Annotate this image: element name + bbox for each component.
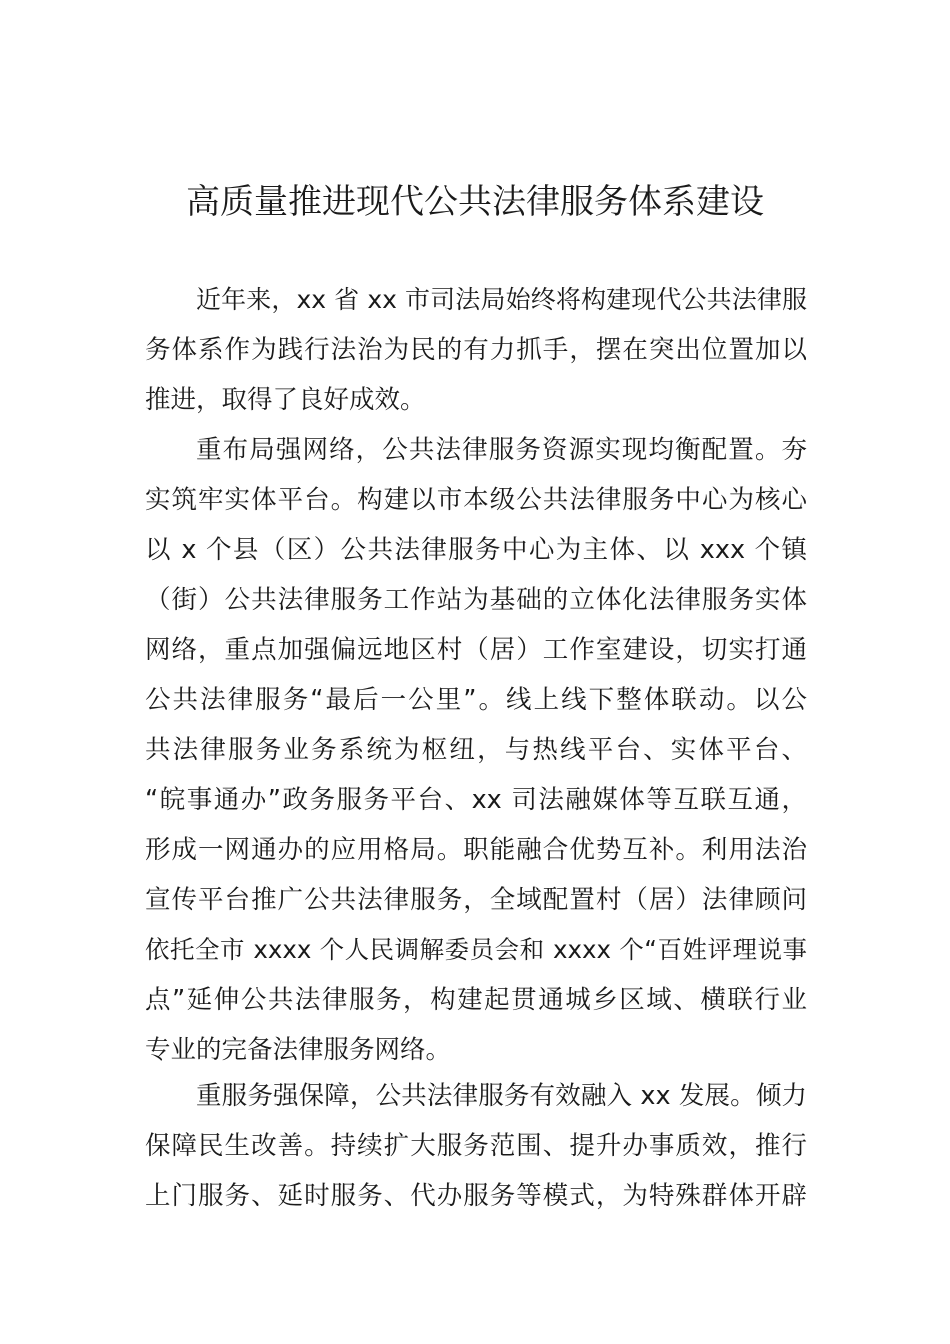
paragraph-line: 近年来，xx 省 xx 市司法局始终将构建现代公共法律服 bbox=[196, 285, 807, 314]
paragraph-line: “皖事通办”政务服务平台、xx 司法融媒体等互联互通， bbox=[145, 785, 807, 815]
paragraph-line: 重服务强保障，公共法律服务有效融入 xx 发展。倾力 bbox=[196, 1081, 807, 1111]
paragraph-line: 宣传平台推广公共法律服务，全域配置村（居）法律顾问 bbox=[145, 885, 807, 915]
paragraph-network bbox=[145, 425, 807, 1075]
paragraph-line: 点”延伸公共法律服务，构建起贯通城乡区域、横联行业 bbox=[145, 985, 807, 1015]
paragraph-line: 网络，重点加强偏远地区村（居）工作室建设，切实打通 bbox=[145, 635, 807, 665]
paragraph-line: 推进，取得了良好成效。 bbox=[145, 385, 426, 415]
paragraph-service bbox=[145, 1071, 807, 1221]
document-title: 高质量推进现代公共法律服务体系建设 bbox=[186, 182, 764, 222]
paragraph-line: 实筑牢实体平台。构建以市本级公共法律服务中心为核心 bbox=[145, 485, 807, 515]
paragraph-line: 形成一网通办的应用格局。职能融合优势互补。利用法治 bbox=[145, 835, 807, 865]
paragraph-line: 专业的完备法律服务网络。 bbox=[145, 1035, 452, 1065]
paragraph-line: 共法律服务业务系统为枢纽，与热线平台、实体平台、 bbox=[145, 735, 807, 765]
paragraph-line: 以 x 个县（区）公共法律服务中心为主体、以 xxx 个镇 bbox=[145, 535, 807, 565]
paragraph-line: 公共法律服务“最后一公里”。线上线下整体联动。以公 bbox=[145, 685, 807, 715]
paragraph-intro bbox=[145, 275, 807, 425]
paragraph-line: 上门服务、延时服务、代办服务等模式，为特殊群体开辟 bbox=[145, 1181, 807, 1211]
paragraph-line: 保障民生改善。持续扩大服务范围、提升办事质效，推行 bbox=[145, 1131, 807, 1161]
paragraph-line: 重布局强网络，公共法律服务资源实现均衡配置。夯 bbox=[196, 435, 807, 465]
paragraph-line: 依托全市 xxxx 个人民调解委员会和 xxxx 个“百姓评理说事 bbox=[145, 935, 807, 964]
paragraph-line: 务体系作为践行法治为民的有力抓手，摆在突出位置加以 bbox=[145, 335, 807, 365]
paragraph-line: （街）公共法律服务工作站为基础的立体化法律服务实体 bbox=[145, 585, 807, 615]
